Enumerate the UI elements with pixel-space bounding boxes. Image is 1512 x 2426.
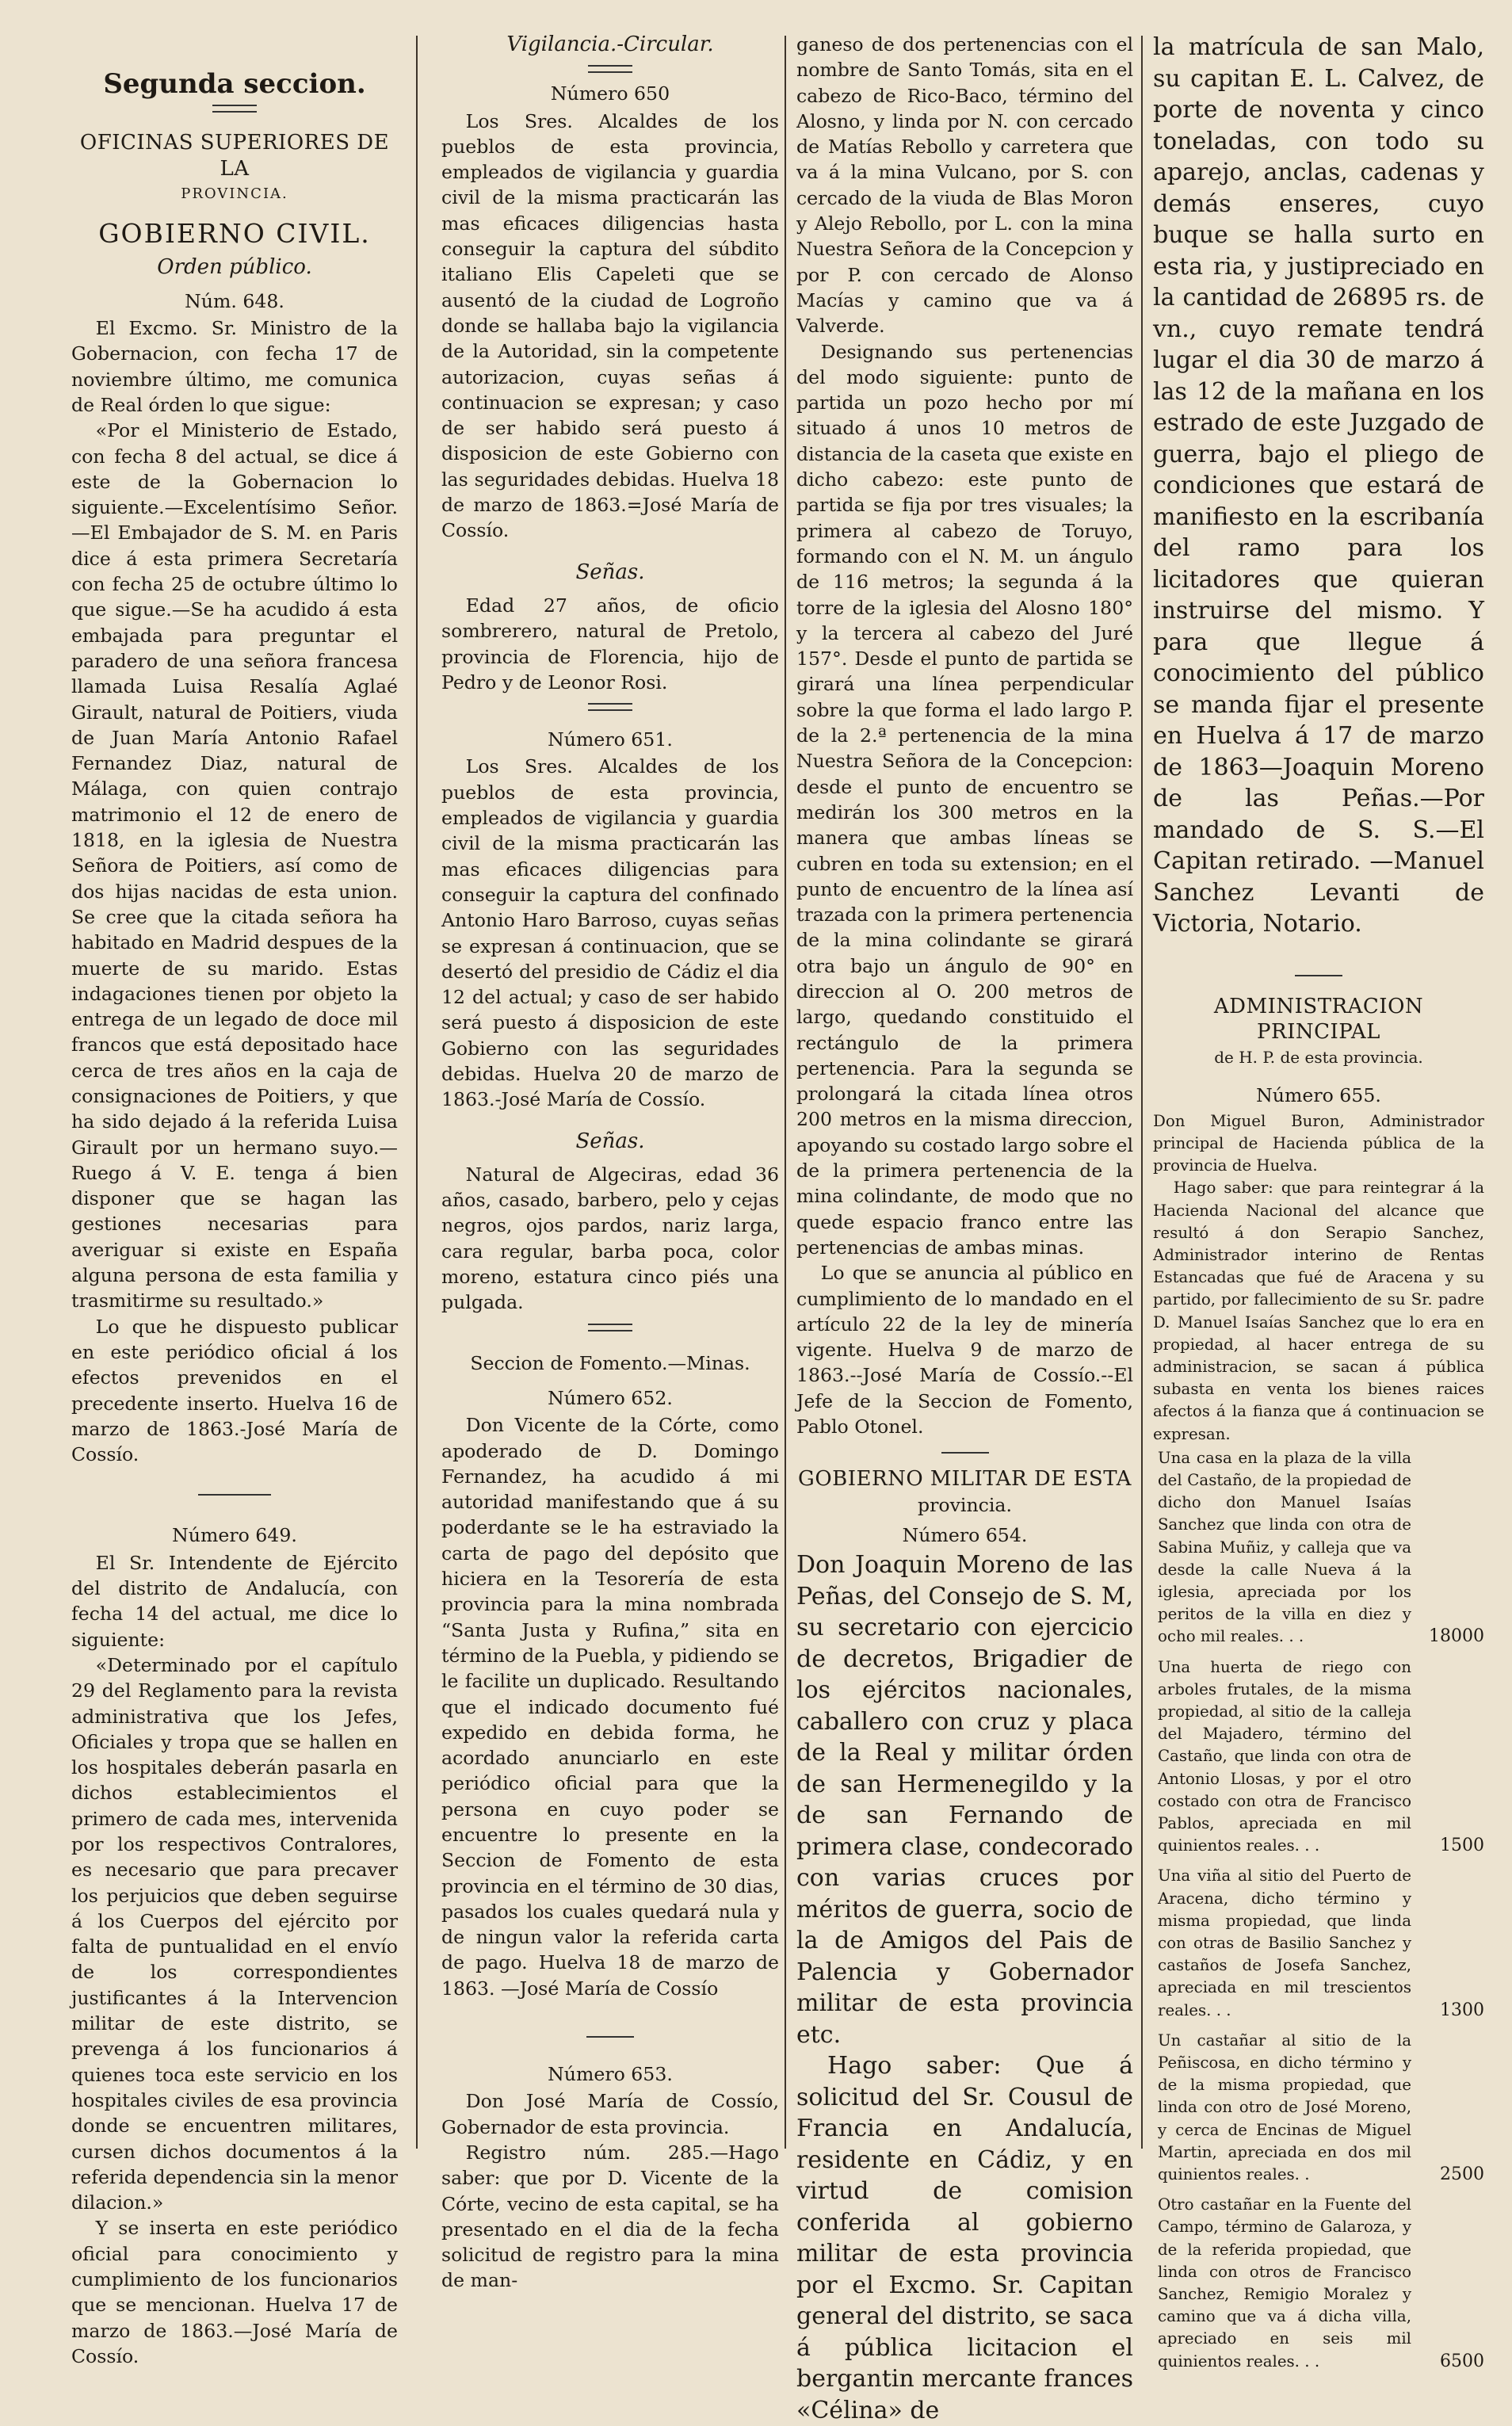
double-rule [588,703,632,711]
notice-654-body: Hago saber: Que á solicitud del Sr. Cousul de Francia en Andalucía, residente en Cádiz, y en virtud de comision conferida al gobierno militar de esta provincia por el Excmo. Sr. Capitan general del distrito, se saca á pública licitacion el bergantin mercante frances «Célina» de [796,2052,1133,2424]
double-rule [588,1324,632,1331]
column-1 [71,32,398,2367]
section-heading: Segunda seccion. [103,68,366,100]
notice-649-title: Número 649. [172,1524,297,1547]
notice-649-intro: El Sr. Intendente de Ejército del distrito de Andalucía, con fecha 14 del actual, me dice lo siguiente: [71,1551,398,1651]
property-description: Un castañar al sitio de la Peñiscosa, en dicho término y de la misma propiedad, que linda con otro de José Moreno, y cerca de Encinas de Miguel Martin, apreciada en dos mil quinientos reales. . [1158,2031,1411,2184]
notice-650-body: Los Sres. Alcaldes de los pueblos de esta provincia, empleados de vigilancia y guardia civil de la misma practicarán las mas eficaces diligencias hasta conseguir la captura del súbdito italiano Elis Capeleti que se ausentó de la ciudad de Logroño donde se hallaba bajo la vigilancia de la Autoridad, sin la competente autorizacion, cuyas señas á continuacion se expresan; y caso de ser habido será puesto á disposicion de este Gobierno con las seguridades debidas. Huelva 18 de marzo de 1863.=José María de Cossío. [441,109,779,542]
offices-heading: OFICINAS SUPERIORES DE LA [79,131,390,181]
notice-655-body: Hago saber: que para reintegrar á la Hacienda Nacional del alcance que resultó á don Serapio Sanchez, Administrador interino de Rentas Estancadas que fué de Aracena y su partido, por fallecimiento de su Sr. padre D. Manuel Isaías Sanchez que lo era en propiedad, al hacer entrega de su administracion, se sacan á pública subasta en venta los bienes raices afectos á la fianza que á continuacion se expresan. [1153,1179,1484,1443]
notice-652-title: Número 652. [548,1386,673,1409]
double-rule [212,105,257,113]
property-item [1158,2194,1484,2373]
senas-650-text: Edad 27 años, de oficio sombrerero, natural de Pretolo, provincia de Florencia, hijo de Pedro y de Leonor Rosi. [441,594,779,693]
property-item [1158,1865,1484,2021]
notice-652-body: Don Vicente de la Córte, como apoderado de D. Domingo Fernandez, ha acudido á mi autoridad manifestando que á su poderdante se le ha estraviado la carta de pago del depósito que hiciera en la Tesorería de esta provincia para la mina nombrada “Santa Justa y Rufina,” sita en término de la Puebla, y pidiendo se le facilite un duplicado. Resultando que el indicado documento fué expedido en debida forma, he acordado anunciarlo en este periódico oficial para que la persona en cuyo poder se encuentre lo presente en la Seccion de Fomento de esta provincia en el término de 30 dias, pasados los cuales quedará nula y de ningun valor la referida carta de pago. Huelva 18 de marzo de 1863. —José María de Cossío [441,1414,779,2000]
notice-654-title: Número 654. [902,1523,1028,1546]
senas-651-text: Natural de Algeciras, edad 36 años, casado, barbero, pelo y cejas negros, ojos pardos, nariz larga, cara regular, barba poca, color moreno, estatura cinco piés una pulgada. [441,1163,779,1314]
notice-653-intro: Don José María de Cossío, Gobernador de esta provincia. [441,2090,779,2138]
separator [941,1452,989,1454]
orden-publico-heading: Orden público. [157,255,312,280]
gobierno-civil-heading: GOBIERNO CIVIL. [98,218,371,250]
notice-655-title: Número 655. [1256,1084,1381,1107]
administracion-subheading: de H. P. de esta provincia. [1214,1048,1423,1068]
property-description: Una huerta de riego con arboles frutales, de la misma propiedad, al sitio de la calleja del Majadero, término del Castaño, que linda con otra de Antonio Llosas, y por el otro costado con otra de Francisco Pablos, apreciada en mil quinientos reales. . . [1158,1657,1411,1855]
separator [198,1494,271,1496]
notice-648-body: «Por el Ministerio de Estado, con fecha 8 del actual, se dice á este de la Gobernacion lo siguiente.—Excelentísimo Señor.—El Embajador de S. M. en Paris dice á esta primera Secretaría con fecha 25 de octubre último lo que sigue.—Se ha acudido á esta embajada para preguntar el paradero de una señora francesa llamada Luisa Resalía Aglaé Girault, natural de Poitiers, viuda de Juan María Antonio Rafael Fernandez Diaz, natural de Málaga, con quien contrajo matrimonio el 12 de enero de 1818, en la iglesia de Nuestra Señora de Poitiers, así como de dos hijas nacidas de esta union. Se cree que la citada señora ha habitado en Madrid despues de la muerte de su marido. Estas indagaciones tienen por objeto la entrega de un legado de doce mil francos que está depositado hace cerca de tres años en la caja de consignaciones de Poitiers, y que ha sido dejado á la referida Luisa Girault por un hermano suyo.—Ruego á V. E. tenga á bien disponer que se hagan las gestiones necesarias para averiguar si existe en España alguna persona de esta familia y trasmitirme su resultado.» [71,419,398,1312]
notice-648-closing: Lo que he dispuesto publicar en este periódico oficial á los efectos prevenidos en el precedente inserto. Huelva 16 de marzo de 1863.-José María de Cossío. [71,1315,398,1466]
notice-649-closing: Y se inserta en este periódico oficial para conocimiento y cumplimiento de los funcionarios que se mencionan. Huelva 17 de marzo de 1863.—José María de Cossío. [71,2217,398,2367]
senas-heading: Señas. [575,1129,645,1153]
property-item [1158,1656,1484,1858]
notice-653-designation: Designando sus pertenencias del modo siguiente: punto de partida un pozo hecho por mí situado á unos 10 metros de distancia de la caseta que existe en dicho cabezo: este punto de partida se fija por tres visuales; la primera al cabezo de Toruyo, formando con el N. M. un ángulo de 116 metros; la segunda á la torre de la iglesia del Alosno 180° y la tercera al cabezo del Juré 157°. Desde el punto de partida se girará una línea perpendicular sobre la que forma el lado largo P. de la 2.ª pertenencia de la mina Nuestra Señora de la Concepcion: desde el punto de encuentro se medirán los 300 metros en la manera que ambas líneas se cubren en toda su extension; en el punto de encuentro de la línea así trazada con la primera pertenencia de la mina colindante se girará otra bajo un ángulo de 90° en direccion al O. 200 metros de largo, quedando constituido el rectángulo de la primera pertenencia. Para la segunda se prolongará la citada línea otros 200 metros en la misma direccion, apoyando su costado largo sobre el de la primera pertenencia de la mina colindante, de modo que no quede espacio franco entre las pertenencias de ambas minas. [796,340,1133,1259]
fomento-heading: Seccion de Fomento.—Minas. [470,1351,750,1374]
property-amount: 1300 [1440,2000,1484,2020]
notice-654-continued: la matrícula de san Malo, su capitan E. L. Calvez, de porte de noventa y cinco toneladas, con todo su aparejo, anclas, cadenas y demás enseres, cuyo buque se halla surto en esta ria, y justipreciado en la cantidad de 26895 rs. de vn., cuyo remate tendrá lugar el dia 30 de marzo á las 12 de la mañana en los estrado de este Juzgado de guerra, bajo el pliego de condiciones que estará de manifiesto en la escribanía del ramo para los licitadores que quieran instruirse del mismo. Y para que llegue á conocimiento del público se manda fijar el presente en Huelva á 17 de marzo de 1863—Joaquin Moreno de las Peñas.—Por mandado de S. S.—El Capitan retirado. —Manuel Sanchez Levanti de Victoria, Notario. [1153,33,1484,938]
property-amount: 18000 [1429,1626,1484,1647]
offices-subheading: PROVINCIA. [181,185,288,202]
property-amount: 6500 [1440,2351,1484,2371]
separator [586,2036,634,2038]
notice-651-title: Número 651. [548,728,673,751]
administracion-heading: ADMINISTRACION PRINCIPAL [1213,994,1424,1044]
notice-648-intro: El Excmo. Sr. Ministro de la Gobernacion, con fecha 17 de noviembre último, me comunica de Real órden lo que sigue: [71,317,398,416]
notice-650-title: Número 650 [550,82,670,105]
notice-653-continued: ganeso de dos pertenencias con el nombre de Santo Tomás, sita en el cabezo de Rico-Baco, término del Alosno, y linda por N. con cercado de Matías Rebollo y carretera que va á la mina Vulcano, por S. con cercado de la viuda de Blas Moron y Alejo Rebollo, por L. con la mina Nuestra Señora de la Concepcion y por P. con cercado de Alonso Macías y camino que va á Valverde. [796,33,1133,338]
property-description: Una viña al sitio del Puerto de Aracena, dicho término y misma propiedad, que linda con otras de Basilio Sanchez y castaños de Josefa Sanchez, apreciada en mil trescientos reales. . . [1158,1866,1411,2019]
notice-655-intro: Don Miguel Buron, Administrador principal de Hacienda pública de la provincia de Huelva. [1153,1111,1484,1175]
property-description: Una casa en la plaza de la villa del Castaño, de la propiedad de dicho don Manuel Isaías Sanchez que linda con otra de Sabina Muñiz, y calleja que va desde la calle Nueva á la iglesia, apreciada por los peritos de la villa en diez y ocho mil reales. . . [1158,1448,1411,1646]
senas-heading: Señas. [575,560,645,584]
property-item [1158,2030,1484,2186]
column-4 [1153,32,1484,2371]
column-rule [785,36,786,2149]
property-amount: 2500 [1440,2164,1484,2185]
column-3 [796,32,1133,2424]
vigilancia-heading: Vigilancia.-Circular. [506,32,714,56]
militar-subheading: provincia. [918,1493,1012,1516]
double-rule [588,65,632,73]
property-amount: 1500 [1440,1836,1484,1856]
separator [1295,975,1342,976]
militar-heading: GOBIERNO MILITAR DE ESTA [798,1467,1132,1492]
notice-653-body: Registro núm. 285.—Hago saber: que por D. Vicente de la Córte, vecino de esta capital, se ha presentado en el dia de la fecha solicitud de registro para la mina de man- [441,2141,779,2292]
notice-648-title: Núm. 648. [185,289,284,312]
property-description: Otro castañar en la Fuente del Campo, término de Galaroza, y de la referida propiedad, que linda con otros de Francisco Sanchez, Remigio Moralez y camino que va á dicha villa, apreciado en seis mil quinientos reales. . . [1158,2195,1411,2371]
column-2 [441,32,779,2292]
notice-651-body: Los Sres. Alcaldes de los pueblos de esta provincia, empleados de vigilancia y guardia civil de la misma practicarán las mas eficaces diligencias para conseguir la captura del confinado Antonio Haro Barroso, cuyas señas se expresan á continuacion, que se desertó del presidio de Cádiz el dia 12 del actual; y caso de ser habido será puesto á disposicion de este Gobierno con las seguridades debidas. Huelva 20 de marzo de 1863.-José María de Cossío. [441,755,779,1111]
property-item [1158,1447,1484,1649]
notice-653-closing: Lo que se anuncia al público en cumplimiento de lo mandado en el artículo 22 de la ley de minería vigente. Huelva 9 de marzo de 1863.--José María de Cossío.--El Jefe de la Seccion de Fomento, Pablo Otonel. [796,1262,1133,1438]
notice-653-title: Número 653. [548,2063,673,2086]
column-rule [416,36,418,2149]
notice-649-body: «Determinado por el capítulo 29 del Reglamento para la revista administrativa que los Jefes, Oficiales y tropa que se hallen en los hospitales deberán pasarla en dichos establecimientos el primero de cada mes, intervenida por los respectivos Contralores, es necesario que para precaver los perjuicios que deben seguirse á los Cuerpos del ejército por falta de puntualidad en el envío de los correspondientes justificantes á la Intervencion militar de este distrito, se prevenga á los funcionarios á quienes toca este servicio en los hospitales civiles de esa provincia donde se encuentren militares, cursen dichos documentos á la referida dependencia sin la menor dilacion.» [71,1653,398,2214]
notice-654-intro: Don Joaquin Moreno de las Peñas, del Consejo de S. M, su secretario con ejercicio de decretos, Brigadier de los ejércitos nacionales, caballero con cruz y placa de la Real y militar órden de san Hermenegildo y la de san Fernando de primera clase, condecorado con varias cruces por méritos de guerra, socio de la de Amigos del Pais de Palencia y Gobernador militar de esta provincia etc. [796,1551,1133,2049]
column-rule [1141,36,1143,2149]
